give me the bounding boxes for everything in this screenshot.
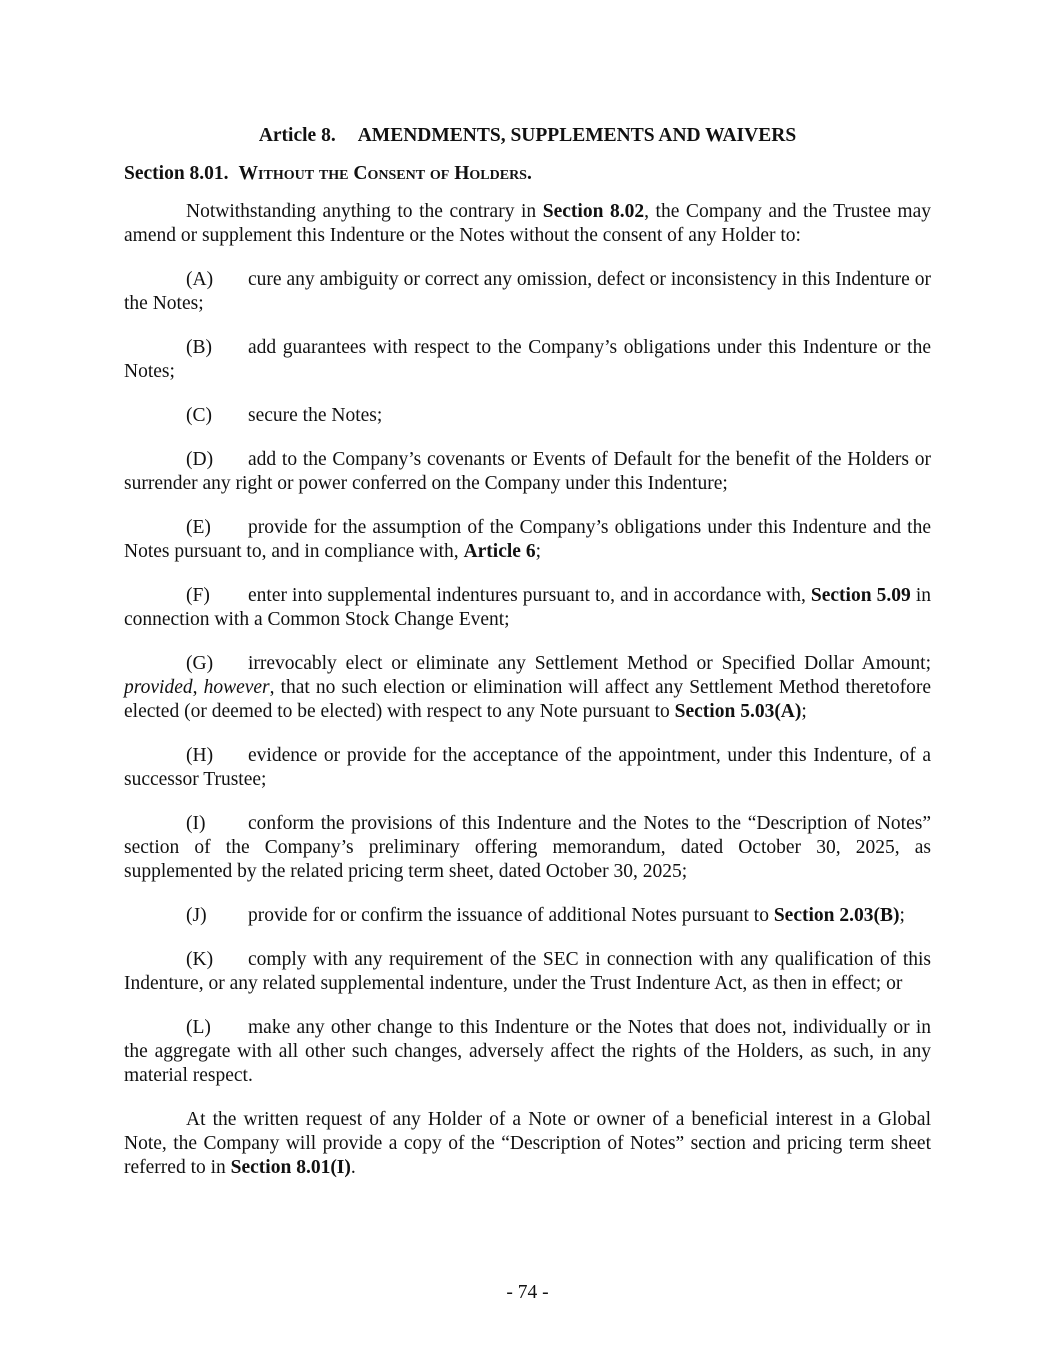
article-heading	[124, 124, 931, 148]
page-content	[124, 124, 931, 1200]
item-label: (J)	[186, 905, 207, 926]
item-text: add to the Company’s covenants or Events of Default for the benefit of the Holders or surrender any right or power conferred on the Company under this Indenture;	[124, 449, 931, 494]
cross-reference: Section 8.02	[542, 201, 645, 222]
item-text: evidence or provide for the acceptance of the appointment, under this Indenture, of a successor Trustee;	[124, 745, 931, 790]
item-label: (A)	[186, 269, 214, 290]
list-item-i	[124, 812, 931, 884]
list-item-b	[124, 336, 931, 384]
section-title: Without the Consent of Holders.	[238, 163, 532, 184]
item-label: (L)	[186, 1017, 211, 1038]
section-number: Section 8.01.	[124, 163, 229, 184]
list-item-a	[124, 268, 931, 316]
item-label: (D)	[186, 449, 214, 470]
list-item-f: (F) enter into supplemental indentures pursuant to, and in accordance with, Section 5.09 in connection with a Common Stock Change Event;	[124, 585, 931, 630]
list-item-c	[124, 404, 931, 428]
item-label: (H)	[186, 745, 214, 766]
item-text: cure any ambiguity or correct any omission, defect or inconsistency in this Indenture or the Notes;	[124, 269, 931, 314]
item-label: (G)	[186, 653, 214, 674]
intro-paragraph: Notwithstanding anything to the contrary in Section 8.02, the Company and the Trustee may amend or supplement this Indenture or the Notes without the consent of any Holder to:	[124, 201, 931, 246]
article-number: Article 8.	[258, 125, 336, 146]
list-item-k	[124, 948, 931, 996]
list-item-d	[124, 448, 931, 496]
list-item-h	[124, 744, 931, 792]
cross-reference: Article 6	[463, 541, 536, 562]
list-item-e: (E) provide for the assumption of the Company’s obligations under this Indenture and the Notes pursuant to, and in compliance with, Article 6;	[124, 517, 931, 562]
closing-paragraph: At the written request of any Holder of a Note or owner of a beneficial interest in a Global Note, the Company will provide a copy of the “Description of Notes” section and pricing term sheet referred to in Section 8.01(I).	[124, 1109, 931, 1178]
item-label: (E)	[186, 517, 211, 538]
item-text: secure the Notes;	[248, 405, 383, 426]
page-number: - 74 -	[506, 1282, 549, 1303]
list-item-g: (G) irrevocably elect or eliminate any Settlement Method or Specified Dollar Amount; provided, however, that no such election or elimination will affect any Settlement Method theretofore elected (or deemed to be elected) with respect to any Note pursuant to Section 5.03(A);	[124, 653, 931, 722]
item-text: conform the provisions of this Indenture and the Notes to the “Description of Notes” section of the Company’s preliminary offering memorandum, dated October 30, 2025, as supplemented by the related pricing term sheet, dated October 30, 2025;	[124, 813, 931, 882]
item-text: make any other change to this Indenture or the Notes that does not, individually or in the aggregate with all other such changes, adversely affect the rights of the Holders, as such, in any material respect.	[124, 1017, 931, 1086]
section-heading	[124, 162, 931, 186]
item-text: add guarantees with respect to the Company’s obligations under this Indenture or the Notes;	[124, 337, 931, 382]
item-label: (B)	[186, 337, 212, 358]
item-text: comply with any requirement of the SEC in connection with any qualification of this Indenture, or any related supplemental indenture, under the Trust Indenture Act, as then in effect; or	[124, 949, 931, 994]
item-label: (K)	[186, 949, 214, 970]
cross-reference: Section 5.03(A)	[674, 701, 802, 722]
article-title: AMENDMENTS, SUPPLEMENTS AND WAIVERS	[357, 125, 797, 146]
cross-reference: Section 2.03(B)	[773, 905, 900, 926]
item-label: (I)	[186, 813, 206, 834]
list-item-j: (J) provide for or confirm the issuance of additional Notes pursuant to Section 2.03(B);	[186, 905, 905, 926]
cross-reference: Section 8.01(I)	[230, 1157, 351, 1178]
cross-reference: Section 5.09	[810, 585, 911, 606]
item-label: (C)	[186, 405, 212, 426]
item-label: (F)	[186, 585, 210, 606]
list-item-l	[124, 1016, 931, 1088]
